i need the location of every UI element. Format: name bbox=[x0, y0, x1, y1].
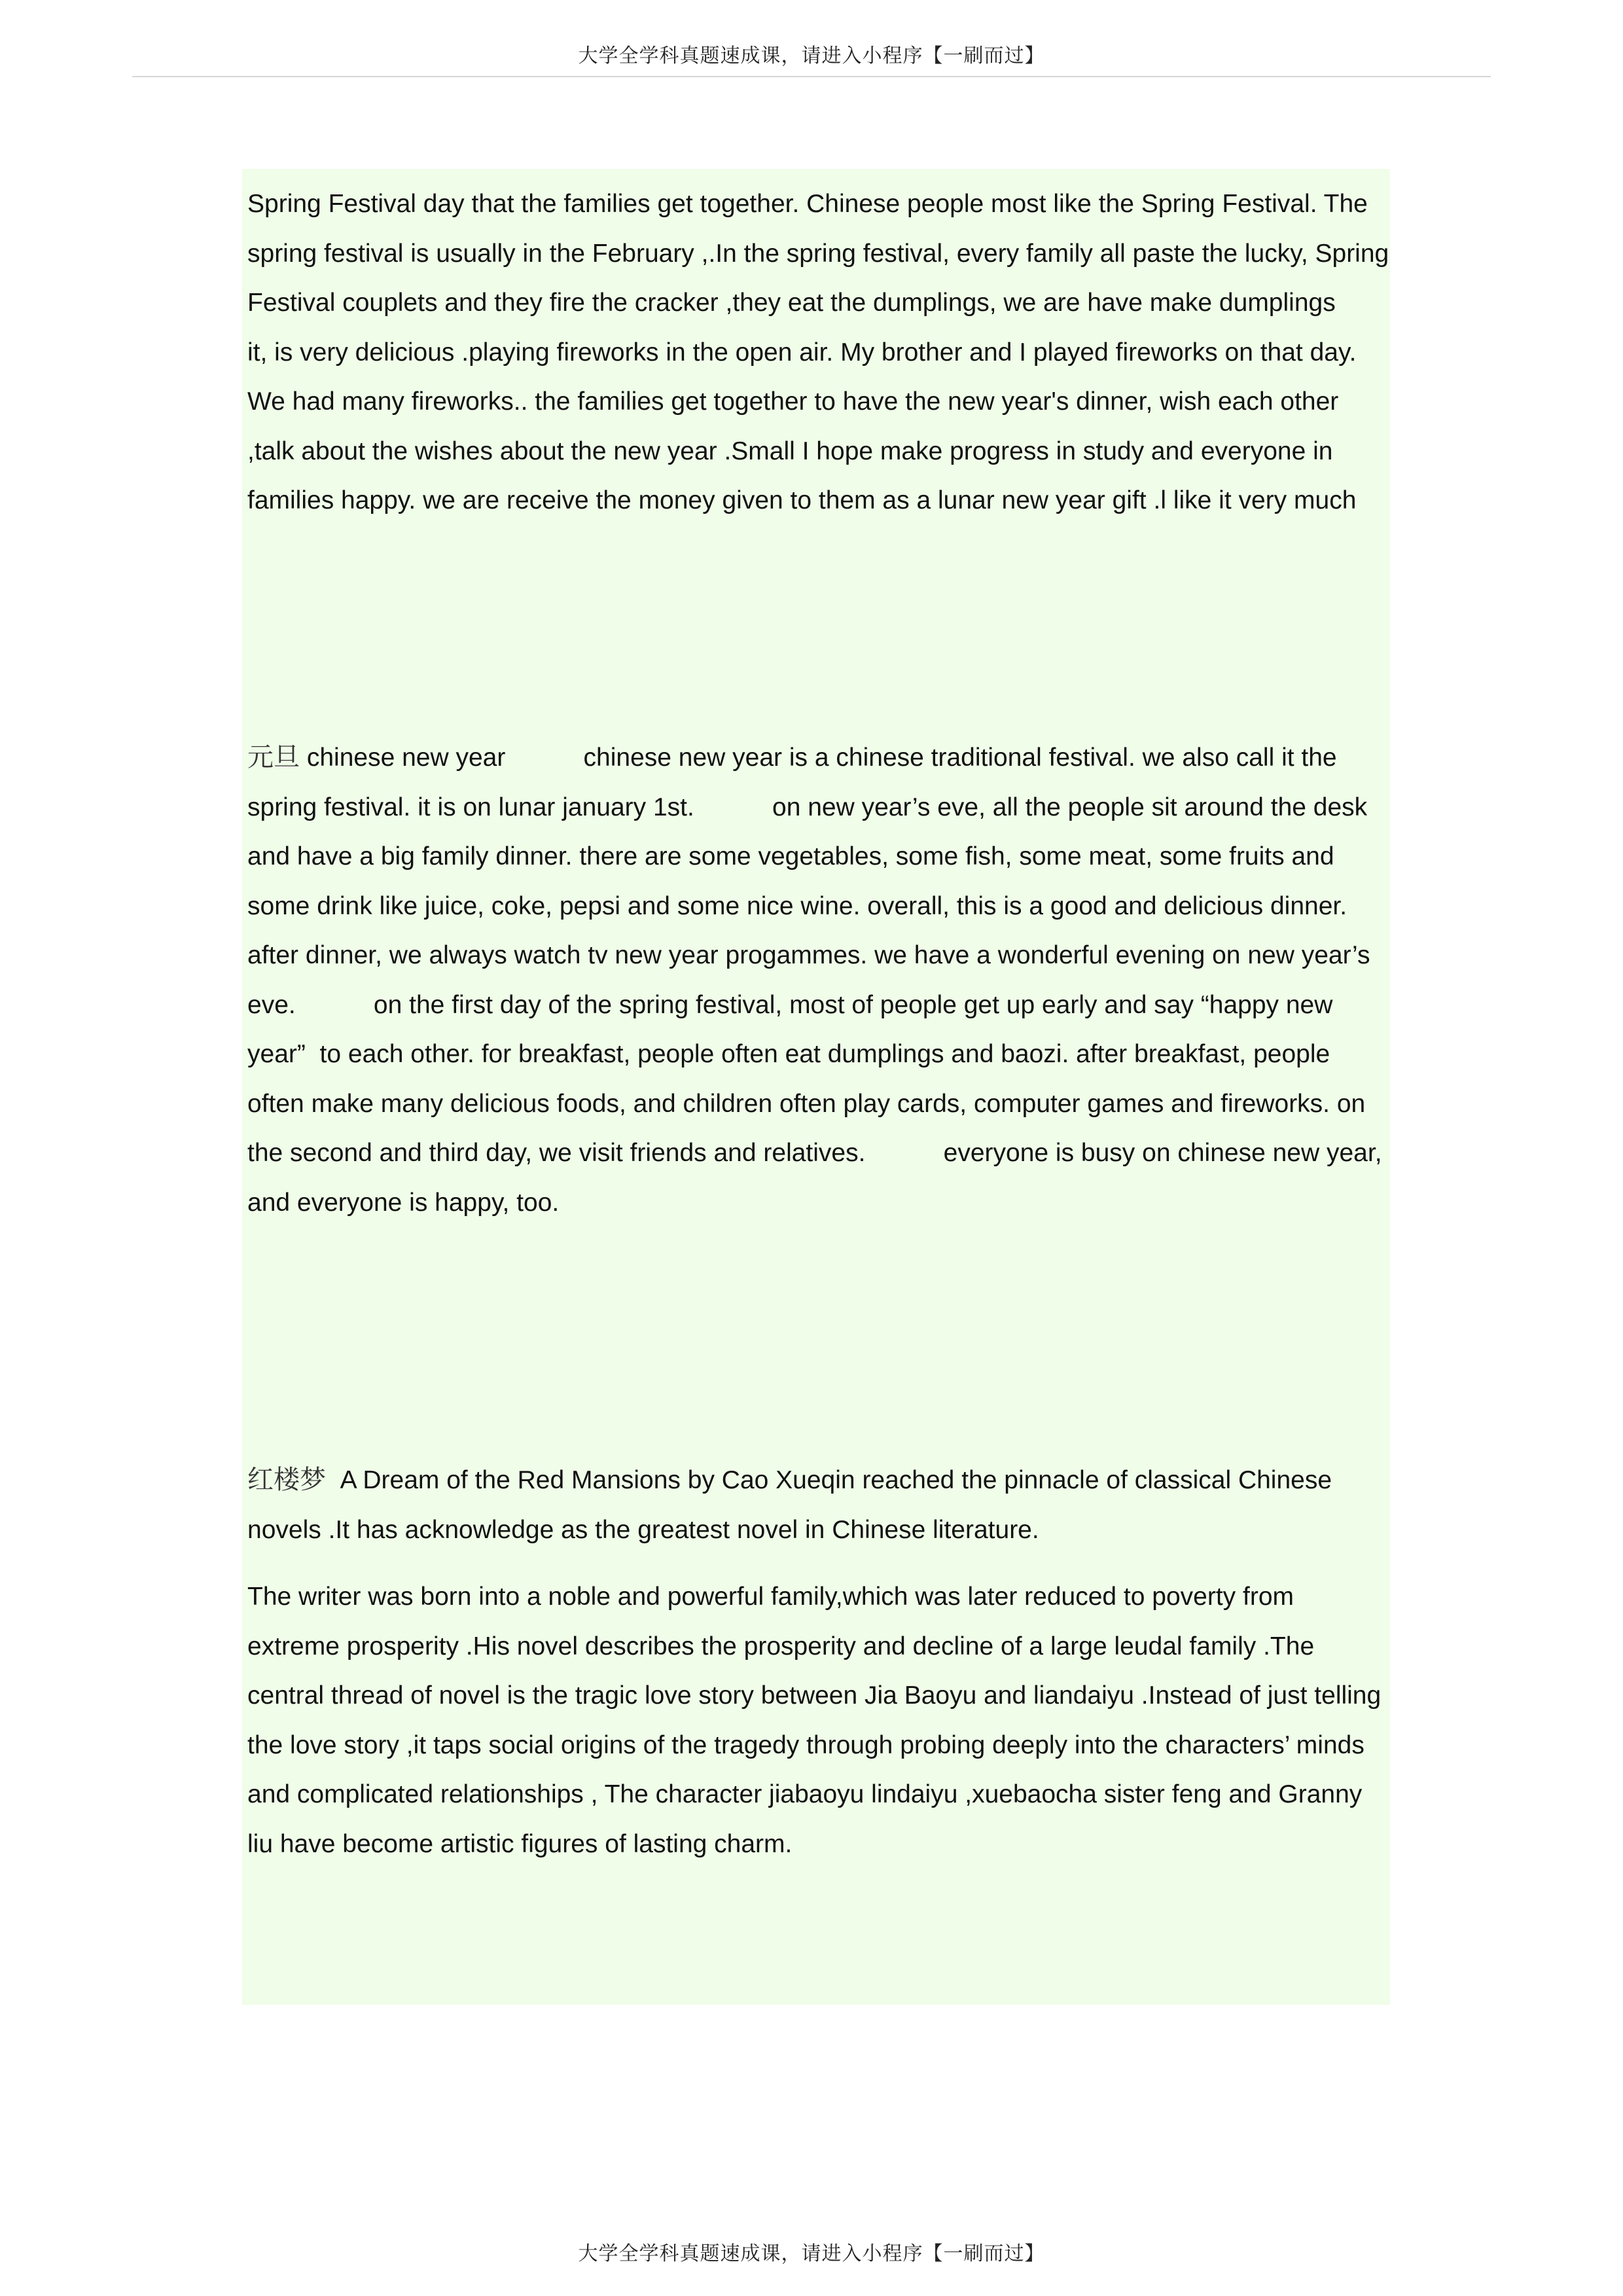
header-divider bbox=[132, 76, 1491, 77]
heading-yuandan: 元旦 bbox=[247, 742, 300, 772]
paragraph-red-mansions-intro-block bbox=[247, 1456, 1390, 1554]
paragraph-red-mansions-intro: A Dream of the Red Mansions by Cao Xueqin reached the pinnacle of classical Chinese novels .It has acknowledge as the greatest novel in Chinese literature. bbox=[247, 1466, 1332, 1544]
page-header: 大学全学科真题速成课，请进入小程序【一刷而过】 bbox=[578, 45, 1045, 67]
paragraph-chinese-new-year-block bbox=[247, 733, 1390, 1227]
paragraph-red-mansions-body: The writer was born into a noble and powerful family,which was later reduced to poverty from extreme prosperity .His novel describes the prosperity and decline of a large leudal family .The central thread of novel is the tragic love story between Jia Baoyu and liandaiyu .Instead of just telling the love story ,it taps social origins of the tragedy through probing deeply into the characters’ minds and complicated relationships , The character jiabaoyu lindaiyu ,xuebaocha sister feng and Granny liu have become artistic figures of lasting charm. bbox=[247, 1583, 1382, 1858]
paragraph-spring-festival: Spring Festival day that the families get together. Chinese people most like the Spring Festival. The spring festival is usually in the February ,.In the spring festival, every family all paste the lucky, Spring Festival couplets and they fire the cracker ,they eat the dumplings, we are have make dumplings it, is very delicious .playing fireworks in the open air. My brother and I played fireworks on that day. We had many fireworks.. the families get together to have the new year's dinner, wish each other ,talk about the wishes about the new year .Small I hope make progress in study and everyone in families happy. we are receive the money given to them as a lunar new year gift .l like it very much bbox=[247, 190, 1389, 514]
page-footer: 大学全学科真题速成课，请进入小程序【一刷而过】 bbox=[578, 2242, 1045, 2265]
paragraph-chinese-new-year: chinese new year chinese new year is a chinese traditional festival. we also call it the spring festival. it is on lunar january 1st. on new year’s eve, all the people sit around the desk and have a big family dinner. there are some vegetables, some fish, some meat, some fruits and some drink like juice, coke, pepsi and some nice wine. overall, this is a good and delicious dinner. after dinner, we always watch tv new year progammes. we have a wonderful evening on new year’s eve. on the first day of the spring festival, most of people get up early and say “happy new year” to each other. for breakfast, people often eat dumplings and baozi. after breakfast, people often make many delicious foods, and children often play cards, computer games and fireworks. on the second and third day, we visit friends and relatives. everyone is busy on chinese new year, and everyone is happy, too. bbox=[247, 744, 1382, 1217]
document-body bbox=[242, 169, 1390, 2005]
heading-hongloumeng: 红楼梦 bbox=[247, 1465, 326, 1495]
